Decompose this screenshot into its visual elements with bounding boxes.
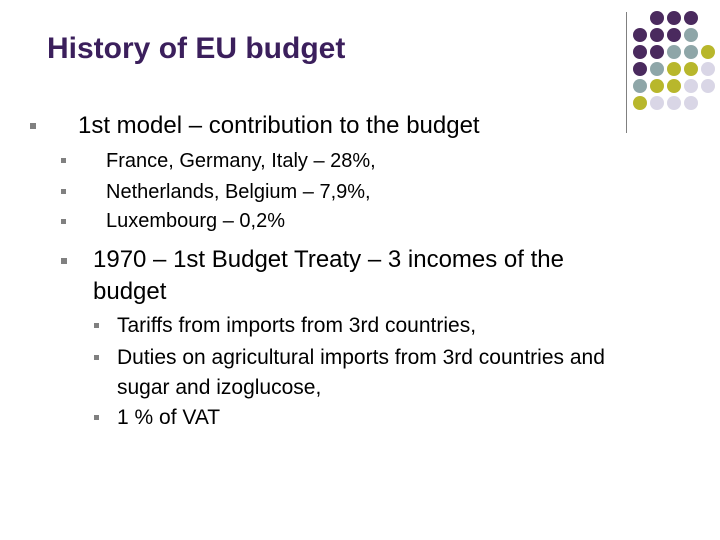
decorative-dot [633,96,647,110]
sub-sub-bullet-marker [94,355,99,360]
bullet-budget-treaty-line2: budget [93,278,167,305]
decorative-dot [633,62,647,76]
sub-sub-bullet-marker [94,323,99,328]
decorative-dot [684,11,698,25]
decorative-dot [667,28,681,42]
income-tariffs: Tariffs from imports from 3rd countries, [117,314,477,337]
decorative-dot [650,62,664,76]
slide-title: History of EU budget [47,32,346,65]
decorative-dot [650,28,664,42]
sub-bullet-marker [61,219,66,224]
income-agricultural-duties-line2: sugar and izoglucose, [117,376,322,399]
decorative-dot [650,79,664,93]
decorative-dot [650,45,664,59]
decorative-dot [650,96,664,110]
sub-bullet-netherlands-belgium: Netherlands, Belgium – 7,9%, [106,181,371,203]
sub-bullet-marker [61,158,66,163]
bullet-budget-treaty-line1: 1970 – 1st Budget Treaty – 3 incomes of the [93,246,564,273]
decorative-dot [684,62,698,76]
sub-bullet-marker [61,258,67,264]
bullet-marker [30,123,36,129]
decorative-dot [650,11,664,25]
decorative-dot [684,79,698,93]
income-agricultural-duties-line1: Duties on agricultural imports from 3rd countries and [117,346,605,369]
income-vat: 1 % of VAT [117,406,221,429]
decorative-dot [684,45,698,59]
sub-bullet-france-germany-italy: France, Germany, Italy – 28%, [106,150,376,172]
decorative-dot [701,45,715,59]
bullet-first-model: 1st model – contribution to the budget [78,112,480,139]
decorative-dot [701,62,715,76]
decorative-dot [633,28,647,42]
decorative-dot [667,11,681,25]
decorative-dot [633,79,647,93]
decorative-dot [633,45,647,59]
decorative-dot [684,28,698,42]
sub-bullet-luxembourg: Luxembourg – 0,2% [106,210,286,232]
decorative-dot [701,79,715,93]
sub-bullet-marker [61,189,66,194]
decorative-divider-line [626,12,627,133]
decorative-dot [684,96,698,110]
decorative-dot [667,96,681,110]
sub-sub-bullet-marker [94,415,99,420]
decorative-dot [667,45,681,59]
decorative-dot [667,79,681,93]
decorative-dot [667,62,681,76]
